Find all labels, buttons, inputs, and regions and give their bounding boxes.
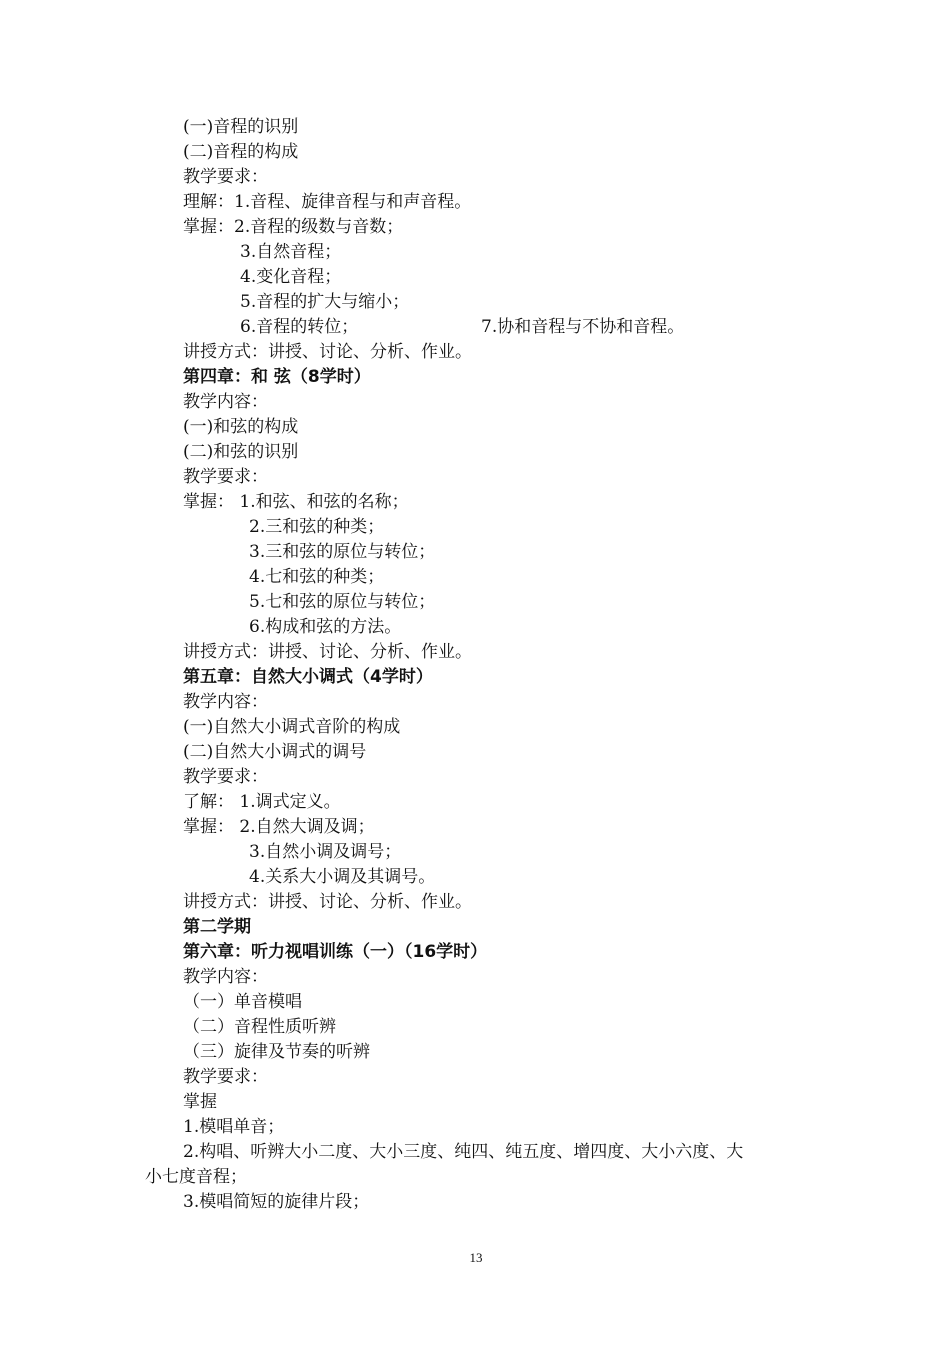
- section-heading: 第四章：和 弦（8学时）: [183, 367, 371, 387]
- text-line: 讲授方式：讲授、讨论、分析、作业。: [183, 892, 472, 912]
- text-line: 教学内容：: [183, 392, 268, 412]
- text-line: 5.音程的扩大与缩小；: [240, 292, 410, 312]
- section-heading: 第六章：听力视唱训练（一）（16学时）: [183, 942, 488, 962]
- text-line: (二)音程的构成: [183, 142, 299, 162]
- text-line: 2.构唱、听辨大小二度、大小三度、纯四、纯五度、增四度、大小六度、大: [183, 1142, 744, 1162]
- text-line: 教学内容：: [183, 967, 268, 987]
- text-line: 3.自然音程；: [240, 242, 342, 262]
- text-line: 教学要求：: [183, 1067, 268, 1087]
- text-line: 4.关系大小调及其调号。: [249, 867, 436, 887]
- text-line: 掌握: [183, 1092, 217, 1112]
- text-line: 4.变化音程；: [240, 267, 342, 287]
- text-line: (一)音程的识别: [183, 117, 299, 137]
- text-line: 教学要求：: [183, 167, 268, 187]
- text-line: （三）旋律及节奏的听辨: [183, 1042, 370, 1062]
- section-heading: 第二学期: [183, 917, 251, 937]
- text-line: 讲授方式：讲授、讨论、分析、作业。: [183, 342, 472, 362]
- text-line: 6.构成和弦的方法。: [249, 617, 402, 637]
- text-line: 5.七和弦的原位与转位；: [249, 592, 436, 612]
- text-line: 掌握： 2.自然大调及调；: [183, 817, 375, 837]
- text-line: 1.模唱单音；: [183, 1117, 285, 1137]
- text-line: 小七度音程；: [145, 1167, 247, 1187]
- text-line: 7.协和音程与不协和音程。: [481, 317, 685, 337]
- text-line: 了解： 1.调式定义。: [183, 792, 341, 812]
- text-line: 3.三和弦的原位与转位；: [249, 542, 436, 562]
- text-line: （一）单音模唱: [183, 992, 302, 1012]
- text-line: 6.音程的转位；: [240, 317, 359, 337]
- text-line: 教学要求：: [183, 767, 268, 787]
- text-line: 教学要求：: [183, 467, 268, 487]
- text-line: (一)自然大小调式音阶的构成: [183, 717, 401, 737]
- text-line: (二)和弦的识别: [183, 442, 299, 462]
- text-line: 掌握：2.音程的级数与音数；: [183, 217, 404, 237]
- text-line: 3.模唱简短的旋律片段；: [183, 1192, 370, 1212]
- text-line: 理解：1.音程、旋律音程与和声音程。: [183, 192, 472, 212]
- text-line: 3.自然小调及调号；: [249, 842, 402, 862]
- text-line: （二）音程性质听辨: [183, 1017, 336, 1037]
- text-line: 讲授方式：讲授、讨论、分析、作业。: [183, 642, 472, 662]
- text-line: 掌握： 1.和弦、和弦的名称；: [183, 492, 409, 512]
- text-line: 教学内容：: [183, 692, 268, 712]
- section-heading: 第五章：自然大小调式（4学时）: [183, 667, 433, 687]
- text-line: 4.七和弦的种类；: [249, 567, 385, 587]
- page-number: 13: [469, 1250, 483, 1265]
- text-line: (二)自然大小调式的调号: [183, 742, 367, 762]
- text-line: 2.三和弦的种类；: [249, 517, 385, 537]
- text-line: (一)和弦的构成: [183, 417, 299, 437]
